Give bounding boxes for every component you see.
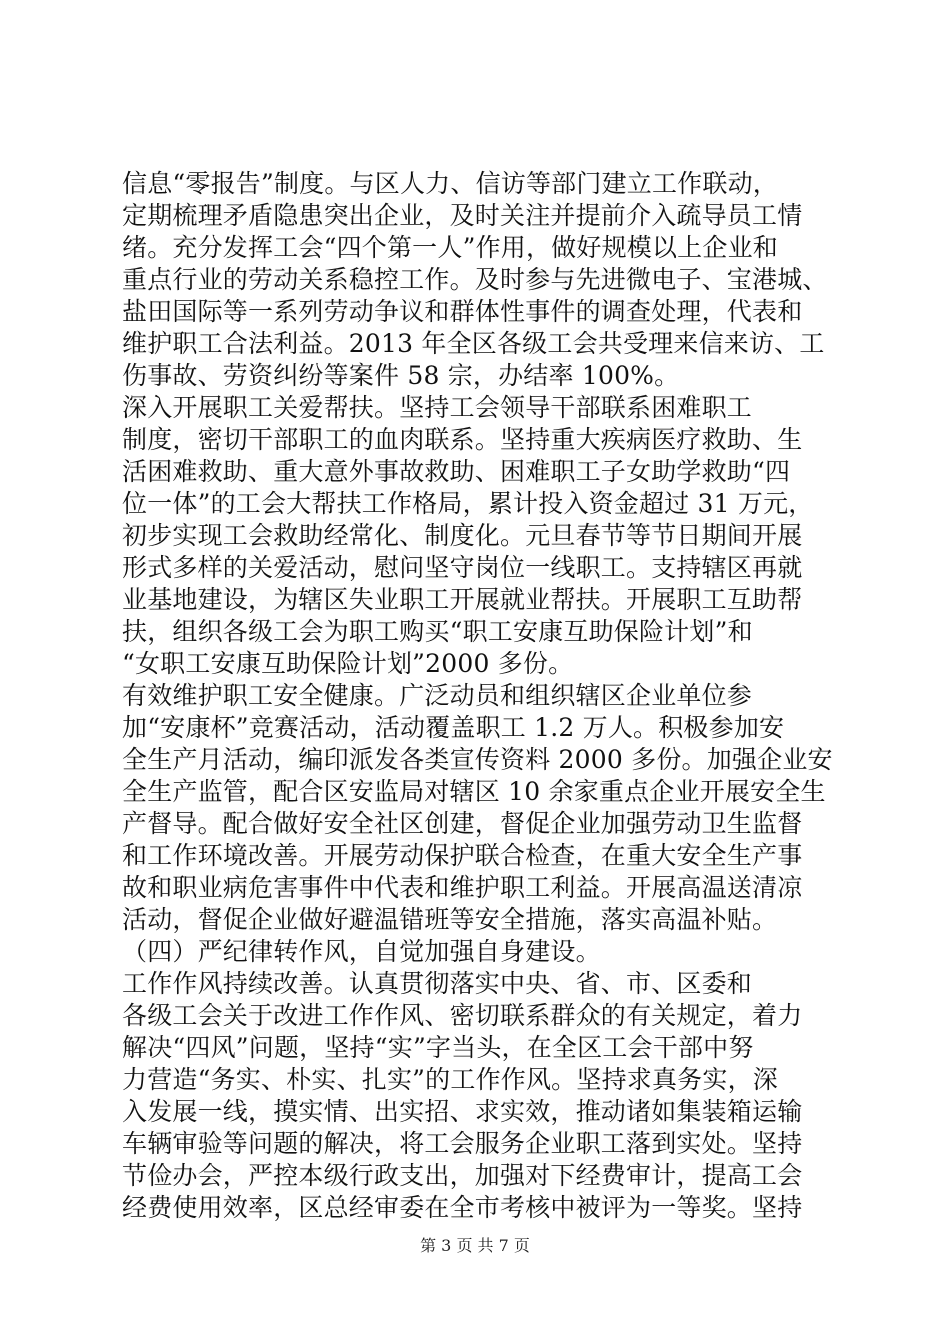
- text-line: 定期梳理矛盾隐患突出企业，及时关注并提前介入疏导员工情: [122, 201, 803, 230]
- text-line: 活动，督促企业做好避温错班等安全措施，落实高温补贴。: [122, 905, 778, 934]
- text-line: 重点行业的劳动关系稳控工作。及时参与先进微电子、宝港城、: [122, 265, 828, 294]
- text-line: 维护职工合法利益。2013 年全区各级工会共受理来信来访、工: [122, 329, 825, 358]
- text-line: 伤事故、劳资纠纷等案件 58 宗，办结率 100%。: [122, 361, 680, 390]
- text-line: 初步实现工会救助经常化、制度化。元旦春节等节日期间开展: [122, 521, 803, 550]
- text-line: 活困难救助、重大意外事故救助、困难职工子女助学救助“四: [122, 457, 791, 486]
- text-line: （四）严纪律转作风，自觉加强自身建设。: [122, 937, 601, 966]
- text-line: 产督导。配合做好安全社区创建，督促企业加强劳动卫生监督: [122, 809, 803, 838]
- text-line: 制度，密切干部职工的血肉联系。坚持重大疾病医疗救助、生: [122, 425, 803, 454]
- text-line: 信息“零报告”制度。与区人力、信访等部门建立工作联动，: [122, 169, 778, 198]
- text-line: 解决“四风”问题，坚持“实”字当头，在全区工会干部中努: [122, 1033, 754, 1062]
- text-line: 扶，组织各级工会为职工购买“职工安康互助保险计划”和: [122, 617, 753, 646]
- page-footer: 第 3 页 共 7 页: [420, 1236, 530, 1255]
- text-line: 经费使用效率，区总经审委在全市考核中被评为一等奖。坚持: [122, 1193, 803, 1222]
- text-line: 位一体”的工会大帮扶工作格局，累计投入资金超过 31 万元，: [122, 489, 814, 518]
- text-line: 形式多样的关爱活动，慰问坚守岗位一线职工。支持辖区再就: [122, 553, 803, 582]
- text-line: 工作作风持续改善。认真贯彻落实中央、省、市、区委和: [122, 969, 753, 998]
- text-line: 入发展一线，摸实情、出实招、求实效，推动诸如集装箱运输: [122, 1097, 803, 1126]
- text-line: 各级工会关于改进工作作风、密切联系群众的有关规定，着力: [122, 1001, 803, 1030]
- text-line: 全生产监管，配合区安监局对辖区 10 余家重点企业开展安全生: [122, 777, 826, 806]
- text-line: 节俭办会，严控本级行政支出，加强对下经费审计，提高工会: [122, 1161, 803, 1190]
- text-line: 全生产月活动，编印派发各类宣传资料 2000 多份。加强企业安: [122, 745, 833, 774]
- text-line: 业基地建设，为辖区失业职工开展就业帮扶。开展职工互助帮: [122, 585, 803, 614]
- text-line: 车辆审验等问题的解决，将工会服务企业职工落到实处。坚持: [122, 1129, 803, 1158]
- text-line: 故和职业病危害事件中代表和维护职工利益。开展高温送清凉: [122, 873, 803, 902]
- text-line: 加“安康杯”竞赛活动，活动覆盖职工 1.2 万人。积极参加安: [122, 713, 785, 742]
- text-line: 力营造“务实、朴实、扎实”的工作作风。坚持求真务实，深: [122, 1065, 778, 1094]
- text-line: 有效维护职工安全健康。广泛动员和组织辖区企业单位参: [122, 681, 753, 710]
- text-line: 盐田国际等一系列劳动争议和群体性事件的调查处理，代表和: [122, 297, 803, 326]
- text-line: 深入开展职工关爱帮扶。坚持工会领导干部联系困难职工: [122, 393, 753, 422]
- text-line: 绪。充分发挥工会“四个第一人”作用，做好规模以上企业和: [122, 233, 778, 262]
- text-line: 和工作环境改善。开展劳动保护联合检查，在重大安全生产事: [122, 841, 803, 870]
- text-line: “女职工安康互助保险计划”2000 多份。: [122, 649, 574, 678]
- body-text: [122, 168, 837, 1224]
